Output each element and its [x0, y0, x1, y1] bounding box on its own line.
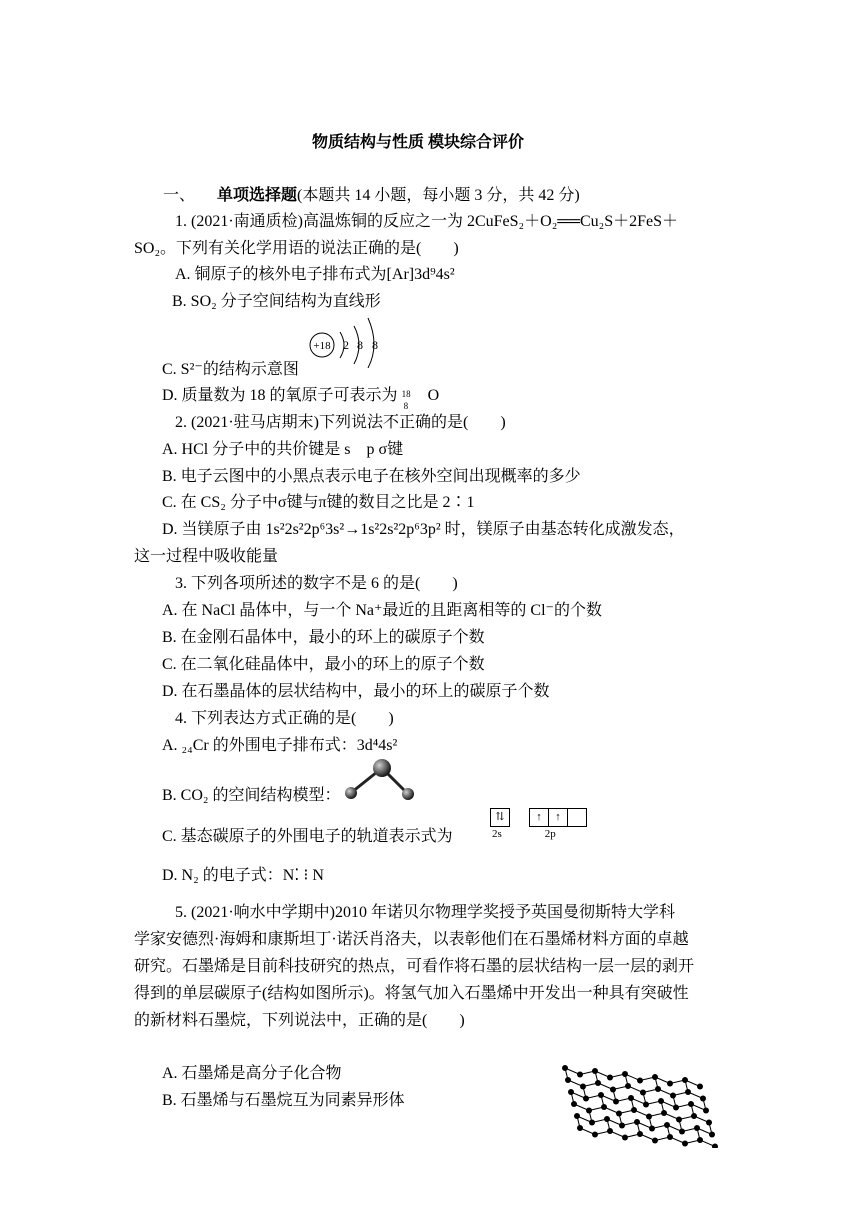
- q4-option-d: D. N₂ 的电子式：N⁚ ⁝ N: [162, 867, 324, 884]
- carbon-atom: [667, 1081, 673, 1087]
- carbon-atom: [625, 1083, 631, 1089]
- q3-stem: 3. 下列各项所述的数字不是 6 的是( ): [175, 575, 458, 592]
- carbon-orbital-diagram: [490, 808, 586, 840]
- s2-ion-structure-diagram: [300, 312, 390, 368]
- carbon-atom: [658, 1098, 664, 1104]
- q1-stem-line1: 1. (2021·南通质检)高温炼铜的反应之一为 2CuFeS₂＋O₂══Cu₂S＋2FeS＋: [175, 213, 678, 230]
- carbon-atom: [562, 1065, 568, 1071]
- carbon-atom: [619, 1123, 625, 1129]
- q4-option-c: C. 基态碳原子的外围电子的轨道表示式为: [162, 828, 453, 845]
- carbon-atom: [571, 1101, 577, 1107]
- carbon-atom: [595, 1080, 601, 1086]
- carbon-atom: [673, 1105, 679, 1111]
- section-heading: [163, 186, 580, 206]
- carbon-atom: [700, 1096, 706, 1102]
- carbon-atom: [709, 1132, 715, 1138]
- carbon-atom: [580, 1084, 586, 1090]
- q3-option-d: D. 在石墨晶体的层状结构中，最小的环上的碳原子个数: [162, 683, 550, 700]
- carbon-atom: [697, 1137, 703, 1143]
- carbon-atom: [610, 1087, 616, 1093]
- carbon-atom: [622, 1135, 628, 1141]
- q3-option-a: A. 在 NaCl 晶体中，与一个 Na⁺最近的且距离相等的 Cl⁻的个数: [162, 602, 602, 619]
- page-title: 物质结构与性质 模块综合评价: [312, 134, 525, 151]
- carbon-atom: [622, 1071, 628, 1077]
- carbon-atom: [652, 1138, 658, 1144]
- carbon-atom: [601, 1104, 607, 1110]
- carbon-atom: [592, 1068, 598, 1074]
- carbon-atom: [643, 1102, 649, 1108]
- q1-option-b: B. SO₂ 分子空间结构为直线形: [172, 293, 381, 310]
- carbon-atom: [706, 1120, 712, 1126]
- carbon-atom: [652, 1074, 658, 1080]
- carbon-atom: [607, 1128, 613, 1134]
- q5-option-a: A. 石墨烯是高分子化合物: [162, 1065, 342, 1082]
- q2-option-a: A. HCl 分子中的共价键是 s p σ键: [162, 441, 404, 458]
- q5-stem-line3: 研究。石墨烯是目前科技研究的热点，可看作将石墨的层状结构一层一层的剥开: [134, 958, 695, 975]
- q5-stem-line1: 5. (2021·响水中学期中)2010 年诺贝尔物理学奖授予英国曼彻斯特大学科: [175, 904, 675, 921]
- carbon-atom: [577, 1072, 583, 1078]
- section-number: 一、: [163, 187, 196, 204]
- q1-option-d: [162, 386, 440, 412]
- carbon-atom: [598, 1092, 604, 1098]
- carbon-atom: [568, 1089, 574, 1095]
- carbon-atom: [649, 1126, 655, 1132]
- q1-option-c: C. S²⁻的结构示意图: [162, 361, 299, 378]
- orbital-2s-label: 2s: [492, 828, 502, 840]
- q3-option-b: B. 在金刚石晶体中，最小的环上的碳原子个数: [162, 629, 485, 646]
- q2-option-d-line1: D. 当镁原子由 1s²2s²2p⁶3s²→1s²2s²2p⁶3p² 时，镁原子由基态转化成激发态，: [162, 521, 685, 538]
- carbon-atom: [604, 1116, 610, 1122]
- carbon-atom: [679, 1129, 685, 1135]
- carbon-atom: [655, 1086, 661, 1092]
- q5-stem-line2: 学家安德烈·海姆和康斯坦丁·诺沃肖洛夫，以表彰他们在石墨烯材料方面的卓越: [134, 931, 689, 948]
- carbon-atom: [607, 1075, 613, 1081]
- q2-option-d-line2: 这一过程中吸收能量: [134, 548, 279, 565]
- orbital-2s-box: ⇅: [490, 808, 510, 827]
- carbon-atom: [703, 1108, 709, 1114]
- carbon-atom: [670, 1093, 676, 1099]
- carbon-atom: [664, 1122, 670, 1128]
- shell-2-count: 8: [357, 338, 363, 352]
- carbon-atom: [640, 1090, 646, 1096]
- orbital-2p-box-2: ↑: [548, 808, 568, 827]
- carbon-atom: [583, 1096, 589, 1102]
- carbon-atom: [616, 1111, 622, 1117]
- carbon-atom: [586, 1108, 592, 1114]
- carbon-atom: [577, 1125, 583, 1131]
- shell-1-count: 2: [343, 338, 349, 352]
- carbon-atom: [685, 1089, 691, 1095]
- q1-option-d-text: D. 质量数为 18 的氧原子可表示为: [162, 387, 398, 404]
- q1-stem-line2: SO₂。下列有关化学用语的说法正确的是( ): [134, 240, 459, 257]
- carbon-atom: [691, 1113, 697, 1119]
- carbon-atom: [697, 1084, 703, 1090]
- carbon-atom: [682, 1141, 688, 1147]
- graphene-structure-diagram: [555, 1048, 730, 1148]
- section-name: 单项选择题: [217, 187, 298, 204]
- q4-option-a: A. ₂₄Cr 的外围电子排布式：3d⁴4s²: [162, 737, 398, 754]
- carbon-atom: [682, 1077, 688, 1083]
- q5-option-b: B. 石墨烯与石墨烷互为同素异形体: [162, 1092, 405, 1109]
- atomic-number: 8: [403, 401, 409, 412]
- carbon-atom: [661, 1110, 667, 1116]
- carbon-atom: [592, 1132, 598, 1138]
- q2-option-b: B. 电子云图中的小黑点表示电子在核外空间出现概率的多少: [162, 468, 581, 485]
- q3-option-c: C. 在二氧化硅晶体中，最小的环上的原子个数: [162, 656, 485, 673]
- oxygen-symbol: O: [427, 387, 440, 404]
- q2-stem: 2. (2021·驻马店期末)下列说法不正确的是( ): [175, 414, 506, 431]
- shell-3-count: 8: [372, 338, 378, 352]
- carbon-atom: [628, 1095, 634, 1101]
- carbon-atom: [688, 1101, 694, 1107]
- carbon-atom: [631, 1107, 637, 1113]
- q1-option-a: A. 铜原子的核外电子排布式为[Ar]3d⁹4s²: [175, 266, 455, 283]
- carbon-atom: [637, 1078, 643, 1084]
- nucleus-label: +18: [313, 340, 331, 352]
- carbon-atom: [646, 1114, 652, 1120]
- carbon-atom: [589, 1120, 595, 1126]
- section-desc: (本题共 14 小题，每小题 3 分，共 42 分): [297, 187, 580, 204]
- q5-stem-line5: 的新材料石墨烷，下列说法中，正确的是( ): [134, 1012, 465, 1029]
- carbon-atom: [694, 1125, 700, 1131]
- carbon-atom: [613, 1099, 619, 1105]
- q4-option-b: B. CO₂ 的空间结构模型：: [162, 787, 341, 804]
- carbon-atom: [676, 1117, 682, 1123]
- q2-option-c: C. 在 CS₂ 分子中σ键与π键的数目之比是 2∶1: [162, 494, 475, 511]
- carbon-atom: [634, 1119, 640, 1125]
- carbon-atom: [637, 1131, 643, 1137]
- carbon-atom: [574, 1113, 580, 1119]
- q4-stem: 4. 下列表达方式正确的是( ): [175, 710, 394, 727]
- orbital-2p-box-3: [567, 808, 587, 827]
- carbon-atom: [667, 1134, 673, 1140]
- orbital-2p-box-1: ↑: [529, 808, 549, 827]
- co2-ball-model-diagram: [342, 756, 420, 804]
- orbital-2p-label: 2p: [544, 828, 556, 840]
- carbon-atom: [565, 1077, 571, 1083]
- carbon-atom: [712, 1144, 718, 1149]
- q5-stem-line4: 得到的单层碳原子(结构如图所示)。将氢气加入石墨烯中开发出一种具有突破性: [134, 985, 689, 1002]
- mass-number: 18: [401, 389, 411, 400]
